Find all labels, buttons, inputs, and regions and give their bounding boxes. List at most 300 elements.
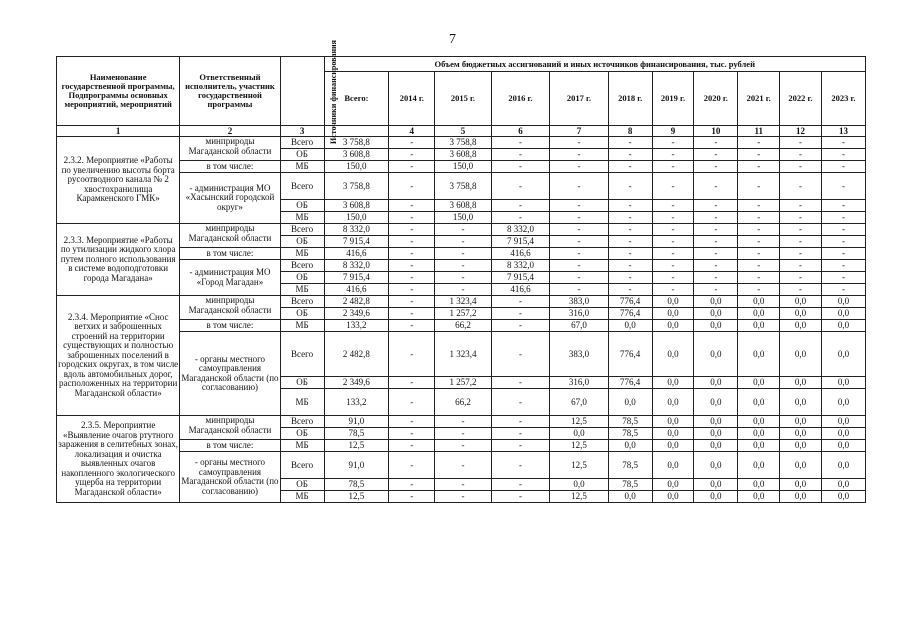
year-value-cell: 66,2	[435, 320, 491, 332]
year-value-cell: 66,2	[435, 389, 491, 416]
funding-source-cell: МБ	[280, 491, 324, 503]
year-value-cell: -	[435, 284, 491, 296]
year-value-cell: -	[821, 272, 865, 284]
year-value-cell: -	[738, 260, 780, 272]
year-value-cell: 0,0	[738, 440, 780, 452]
year-value-cell: 0,0	[821, 332, 865, 377]
year-value-cell: 0,0	[780, 428, 822, 440]
funding-source-cell: ОБ	[280, 200, 324, 212]
year-value-cell: -	[694, 284, 738, 296]
funding-source-cell: ОБ	[280, 479, 324, 491]
year-value-cell: 776,4	[608, 377, 652, 389]
year-value-cell: -	[435, 479, 491, 491]
year-value-cell: -	[491, 137, 550, 149]
year-value-cell: -	[694, 161, 738, 173]
activity-name: 2.3.4. Мероприятие «Снос ветхих и заброшенных строений на территории существующих и полностью заброшенных поселений в городских округах, в том числе вдоль автомобильных дорог, расположенных на территории Магаданской области»	[57, 296, 180, 416]
year-value-cell: -	[694, 236, 738, 248]
year-value-cell: -	[652, 149, 694, 161]
year-value-cell: -	[491, 200, 550, 212]
year-value-cell: 0,0	[780, 296, 822, 308]
year-value-cell: -	[608, 161, 652, 173]
year-value-cell: -	[389, 137, 435, 149]
header-year: 2014 г.	[389, 72, 435, 126]
table-row	[57, 137, 866, 149]
year-value-cell: -	[652, 137, 694, 149]
year-value-cell: -	[491, 479, 550, 491]
total-value-cell: 3 608,8	[324, 200, 389, 212]
year-value-cell: -	[389, 440, 435, 452]
header-year: 2020 г.	[694, 72, 738, 126]
total-value-cell: 8 332,0	[324, 260, 389, 272]
year-value-cell: 0,0	[821, 377, 865, 389]
year-value-cell: 0,0	[780, 320, 822, 332]
funding-source-cell: МБ	[280, 389, 324, 416]
year-value-cell: -	[389, 320, 435, 332]
year-value-cell: 0,0	[780, 452, 822, 479]
year-value-cell: 0,0	[821, 452, 865, 479]
year-value-cell: -	[389, 161, 435, 173]
year-value-cell: 0,0	[738, 308, 780, 320]
year-value-cell: -	[821, 212, 865, 224]
year-value-cell: -	[608, 149, 652, 161]
year-value-cell: -	[491, 173, 550, 200]
funding-source-cell: МБ	[280, 320, 324, 332]
year-value-cell: -	[694, 260, 738, 272]
year-value-cell: 67,0	[550, 320, 609, 332]
year-value-cell: -	[608, 212, 652, 224]
year-value-cell: 0,0	[694, 440, 738, 452]
year-value-cell: 0,0	[780, 491, 822, 503]
year-value-cell: -	[608, 248, 652, 260]
year-value-cell: -	[694, 137, 738, 149]
year-value-cell: -	[491, 452, 550, 479]
year-value-cell: 0,0	[608, 389, 652, 416]
year-value-cell: 0,0	[780, 332, 822, 377]
year-value-cell: 0,0	[608, 320, 652, 332]
header-total: Всего:	[324, 72, 389, 126]
year-value-cell: -	[491, 440, 550, 452]
year-value-cell: -	[652, 284, 694, 296]
year-value-cell: -	[435, 452, 491, 479]
column-index: 8	[608, 126, 652, 137]
header-year: 2016 г.	[491, 72, 550, 126]
year-value-cell: -	[780, 137, 822, 149]
total-value-cell: 91,0	[324, 416, 389, 428]
year-value-cell: -	[652, 173, 694, 200]
year-value-cell: -	[694, 149, 738, 161]
year-value-cell: -	[389, 389, 435, 416]
total-value-cell: 8 332,0	[324, 224, 389, 236]
year-value-cell: -	[491, 320, 550, 332]
year-value-cell: -	[780, 161, 822, 173]
year-value-cell: 0,0	[550, 479, 609, 491]
year-value-cell: -	[608, 224, 652, 236]
year-value-cell: -	[389, 428, 435, 440]
page-number: 7	[449, 32, 456, 47]
year-value-cell: 0,0	[738, 389, 780, 416]
year-value-cell: -	[389, 149, 435, 161]
year-value-cell: 3 758,8	[435, 137, 491, 149]
column-index: 10	[694, 126, 738, 137]
year-value-cell: 416,6	[491, 284, 550, 296]
year-value-cell: -	[389, 377, 435, 389]
year-value-cell: 78,5	[608, 452, 652, 479]
header-year: 2019 г.	[652, 72, 694, 126]
header-year: 2023 г.	[821, 72, 865, 126]
year-value-cell: 0,0	[652, 308, 694, 320]
year-value-cell: 0,0	[694, 428, 738, 440]
year-value-cell: 0,0	[780, 440, 822, 452]
year-value-cell: 1 257,2	[435, 308, 491, 320]
year-value-cell: -	[491, 149, 550, 161]
header-year: 2022 г.	[780, 72, 822, 126]
year-value-cell: -	[694, 224, 738, 236]
total-value-cell: 7 915,4	[324, 272, 389, 284]
total-value-cell: 12,5	[324, 440, 389, 452]
total-value-cell: 12,5	[324, 491, 389, 503]
header-sources-text: Источники финансирования	[328, 39, 338, 144]
year-value-cell: -	[738, 236, 780, 248]
column-index: 3	[280, 126, 324, 137]
funding-source-cell: Всего	[280, 332, 324, 377]
total-value-cell: 91,0	[324, 452, 389, 479]
year-value-cell: 0,0	[780, 308, 822, 320]
year-value-cell: -	[491, 491, 550, 503]
year-value-cell: 1 323,4	[435, 296, 491, 308]
year-value-cell: -	[550, 137, 609, 149]
year-value-cell: -	[738, 137, 780, 149]
year-value-cell: -	[652, 161, 694, 173]
funding-source-cell: МБ	[280, 440, 324, 452]
executor-name: - администрация МО «Хасынский городской округ»	[180, 173, 280, 224]
year-value-cell: 0,0	[652, 416, 694, 428]
year-value-cell: -	[435, 416, 491, 428]
year-value-cell: -	[821, 200, 865, 212]
year-value-cell: 0,0	[694, 416, 738, 428]
funding-source-cell: Всего	[280, 173, 324, 200]
year-value-cell: -	[780, 260, 822, 272]
year-value-cell: 0,0	[738, 320, 780, 332]
total-value-cell: 2 482,8	[324, 332, 389, 377]
year-value-cell: -	[491, 308, 550, 320]
year-value-cell: 0,0	[694, 377, 738, 389]
column-index: 2	[180, 126, 280, 137]
year-value-cell: 8 332,0	[491, 224, 550, 236]
total-value-cell: 416,6	[324, 248, 389, 260]
year-value-cell: -	[652, 260, 694, 272]
year-value-cell: -	[435, 260, 491, 272]
year-value-cell: -	[435, 224, 491, 236]
year-value-cell: -	[389, 296, 435, 308]
funding-source-cell: ОБ	[280, 236, 324, 248]
year-value-cell: 0,0	[738, 296, 780, 308]
executor-name: - администрация МО «Город Магадан»	[180, 260, 280, 296]
year-value-cell: 12,5	[550, 452, 609, 479]
executor-name: - органы местного самоуправления Магаданской области (по согласованию)	[180, 332, 280, 416]
year-value-cell: 0,0	[780, 377, 822, 389]
year-value-cell: 776,4	[608, 296, 652, 308]
year-value-cell: 78,5	[608, 416, 652, 428]
column-index: 12	[780, 126, 822, 137]
funding-source-cell: ОБ	[280, 377, 324, 389]
year-value-cell: 416,6	[491, 248, 550, 260]
year-value-cell: 0,0	[550, 428, 609, 440]
year-value-cell: -	[608, 173, 652, 200]
year-value-cell: -	[780, 236, 822, 248]
year-value-cell: 78,5	[608, 428, 652, 440]
table-body	[57, 126, 866, 503]
year-value-cell: -	[821, 173, 865, 200]
year-value-cell: 316,0	[550, 377, 609, 389]
year-value-cell: -	[821, 260, 865, 272]
total-value-cell: 150,0	[324, 212, 389, 224]
year-value-cell: -	[780, 149, 822, 161]
year-value-cell: -	[435, 428, 491, 440]
year-value-cell: -	[550, 272, 609, 284]
table-row	[57, 296, 866, 308]
year-value-cell: -	[550, 224, 609, 236]
year-value-cell: -	[652, 212, 694, 224]
header-year: 2018 г.	[608, 72, 652, 126]
year-value-cell: -	[389, 260, 435, 272]
executor-name: минприроды Магаданской области	[180, 137, 280, 161]
year-value-cell: -	[738, 212, 780, 224]
year-value-cell: -	[389, 236, 435, 248]
year-value-cell: 0,0	[608, 440, 652, 452]
year-value-cell: -	[550, 161, 609, 173]
column-index: 1	[57, 126, 180, 137]
year-value-cell: 12,5	[550, 491, 609, 503]
year-value-cell: 0,0	[694, 479, 738, 491]
year-value-cell: -	[435, 272, 491, 284]
year-value-cell: -	[491, 377, 550, 389]
year-value-cell: -	[491, 296, 550, 308]
year-value-cell: -	[389, 332, 435, 377]
year-value-cell: -	[550, 212, 609, 224]
year-value-cell: 0,0	[821, 416, 865, 428]
total-value-cell: 133,2	[324, 320, 389, 332]
year-value-cell: -	[435, 248, 491, 260]
year-value-cell: -	[435, 440, 491, 452]
header-year: 2017 г.	[550, 72, 609, 126]
year-value-cell: 0,0	[652, 332, 694, 377]
year-value-cell: 0,0	[780, 416, 822, 428]
year-value-cell: -	[694, 173, 738, 200]
funding-source-cell: ОБ	[280, 149, 324, 161]
year-value-cell: 0,0	[652, 377, 694, 389]
year-value-cell: 0,0	[652, 479, 694, 491]
year-value-cell: 0,0	[652, 320, 694, 332]
year-value-cell: -	[652, 236, 694, 248]
year-value-cell: -	[550, 248, 609, 260]
executor-name: минприроды Магаданской области	[180, 296, 280, 320]
year-value-cell: -	[738, 248, 780, 260]
year-value-cell: -	[821, 224, 865, 236]
year-value-cell: 0,0	[652, 491, 694, 503]
year-value-cell: -	[821, 137, 865, 149]
header-volume: Объем бюджетных ассигнований и иных источников финансирования, тыс. рублей	[324, 57, 865, 72]
year-value-cell: 0,0	[738, 479, 780, 491]
year-value-cell: 1 257,2	[435, 377, 491, 389]
year-value-cell: -	[694, 200, 738, 212]
funding-source-cell: Всего	[280, 137, 324, 149]
header-program: Наименование государственной программы, Подпрограммы основных мероприятий, мероприятий	[57, 57, 180, 126]
year-value-cell: 0,0	[694, 389, 738, 416]
column-index: 6	[491, 126, 550, 137]
total-value-cell: 3 758,8	[324, 173, 389, 200]
year-value-cell: 383,0	[550, 332, 609, 377]
year-value-cell: -	[491, 332, 550, 377]
year-value-cell: 0,0	[694, 308, 738, 320]
year-value-cell: 0,0	[738, 377, 780, 389]
year-value-cell: -	[652, 248, 694, 260]
year-value-cell: -	[389, 224, 435, 236]
funding-source-cell: МБ	[280, 212, 324, 224]
year-value-cell: 0,0	[738, 416, 780, 428]
year-value-cell: -	[550, 149, 609, 161]
funding-source-cell: Всего	[280, 452, 324, 479]
year-value-cell: 776,4	[608, 332, 652, 377]
year-value-cell: 0,0	[652, 428, 694, 440]
year-value-cell: 150,0	[435, 212, 491, 224]
year-value-cell: -	[491, 428, 550, 440]
year-value-cell: -	[652, 224, 694, 236]
executor-note: в том числе:	[180, 440, 280, 452]
total-value-cell: 3 608,8	[324, 149, 389, 161]
year-value-cell: -	[780, 284, 822, 296]
year-value-cell: -	[694, 272, 738, 284]
year-value-cell: 3 608,8	[435, 200, 491, 212]
year-value-cell: -	[491, 161, 550, 173]
year-value-cell: -	[694, 212, 738, 224]
year-value-cell: -	[491, 389, 550, 416]
funding-source-cell: Всего	[280, 296, 324, 308]
year-value-cell: 0,0	[821, 296, 865, 308]
year-value-cell: -	[389, 212, 435, 224]
total-value-cell: 7 915,4	[324, 236, 389, 248]
year-value-cell: 0,0	[821, 308, 865, 320]
year-value-cell: 0,0	[780, 479, 822, 491]
executor-note: в том числе:	[180, 320, 280, 332]
year-value-cell: 0,0	[738, 452, 780, 479]
column-index: 5	[435, 126, 491, 137]
executor-name: - органы местного самоуправления Магаданской области (по согласованию)	[180, 452, 280, 503]
year-value-cell: -	[550, 260, 609, 272]
year-value-cell: -	[608, 137, 652, 149]
year-value-cell: 3 608,8	[435, 149, 491, 161]
year-value-cell: 0,0	[694, 332, 738, 377]
funding-source-cell: МБ	[280, 284, 324, 296]
column-index: 7	[550, 126, 609, 137]
table-row	[57, 416, 866, 428]
year-value-cell: -	[550, 284, 609, 296]
year-value-cell: -	[780, 272, 822, 284]
column-index: 13	[821, 126, 865, 137]
year-value-cell: 78,5	[608, 479, 652, 491]
year-value-cell: 0,0	[821, 389, 865, 416]
funding-source-cell: Всего	[280, 224, 324, 236]
year-value-cell: -	[550, 173, 609, 200]
year-value-cell: 0,0	[821, 479, 865, 491]
year-value-cell: 7 915,4	[491, 236, 550, 248]
funding-source-cell: МБ	[280, 248, 324, 260]
year-value-cell: -	[821, 236, 865, 248]
year-value-cell: -	[389, 491, 435, 503]
activity-name: 2.3.3. Мероприятие «Работы по утилизации жидкого хлора путем полного использования в системе водоподготовки города Магадана»	[57, 224, 180, 296]
total-value-cell: 3 758,8	[324, 137, 389, 149]
year-value-cell: -	[608, 284, 652, 296]
budget-table	[56, 39, 866, 503]
total-value-cell: 2 349,6	[324, 308, 389, 320]
funding-source-cell: МБ	[280, 161, 324, 173]
year-value-cell: -	[694, 248, 738, 260]
year-value-cell: 8 332,0	[491, 260, 550, 272]
funding-source-cell: Всего	[280, 260, 324, 272]
year-value-cell: 0,0	[821, 491, 865, 503]
year-value-cell: -	[821, 149, 865, 161]
funding-source-cell: ОБ	[280, 428, 324, 440]
year-value-cell: 0,0	[738, 428, 780, 440]
year-value-cell: 0,0	[694, 491, 738, 503]
year-value-cell: -	[608, 236, 652, 248]
year-value-cell: 0,0	[608, 491, 652, 503]
year-value-cell: 0,0	[694, 452, 738, 479]
year-value-cell: -	[389, 416, 435, 428]
year-value-cell: 0,0	[652, 440, 694, 452]
year-value-cell: 0,0	[780, 389, 822, 416]
header-year: 2015 г.	[435, 72, 491, 126]
executor-name: минприроды Магаданской области	[180, 416, 280, 440]
year-value-cell: -	[652, 272, 694, 284]
year-value-cell: 1 323,4	[435, 332, 491, 377]
year-value-cell: -	[738, 161, 780, 173]
total-value-cell: 150,0	[324, 161, 389, 173]
total-value-cell: 416,6	[324, 284, 389, 296]
year-value-cell: 3 758,8	[435, 173, 491, 200]
year-value-cell: -	[738, 224, 780, 236]
year-value-cell: -	[389, 272, 435, 284]
year-value-cell: -	[738, 272, 780, 284]
header-year: 2021 г.	[738, 72, 780, 126]
executor-note: в том числе:	[180, 161, 280, 173]
year-value-cell: 150,0	[435, 161, 491, 173]
year-value-cell: -	[821, 284, 865, 296]
total-value-cell: 2 482,8	[324, 296, 389, 308]
year-value-cell: -	[389, 452, 435, 479]
year-value-cell: 0,0	[738, 491, 780, 503]
year-value-cell: -	[780, 224, 822, 236]
year-value-cell: 383,0	[550, 296, 609, 308]
year-value-cell: -	[738, 149, 780, 161]
year-value-cell: -	[389, 200, 435, 212]
year-value-cell: -	[550, 200, 609, 212]
year-value-cell: -	[738, 284, 780, 296]
year-value-cell: 12,5	[550, 440, 609, 452]
year-value-cell: -	[608, 200, 652, 212]
year-value-cell: -	[389, 248, 435, 260]
column-index: 4	[389, 126, 435, 137]
year-value-cell: -	[738, 200, 780, 212]
year-value-cell: 0,0	[821, 428, 865, 440]
total-value-cell: 78,5	[324, 479, 389, 491]
year-value-cell: 316,0	[550, 308, 609, 320]
funding-source-cell: ОБ	[280, 272, 324, 284]
total-value-cell: 2 349,6	[324, 377, 389, 389]
year-value-cell: 0,0	[821, 440, 865, 452]
year-value-cell: -	[389, 308, 435, 320]
year-value-cell: -	[780, 200, 822, 212]
year-value-cell: -	[780, 212, 822, 224]
